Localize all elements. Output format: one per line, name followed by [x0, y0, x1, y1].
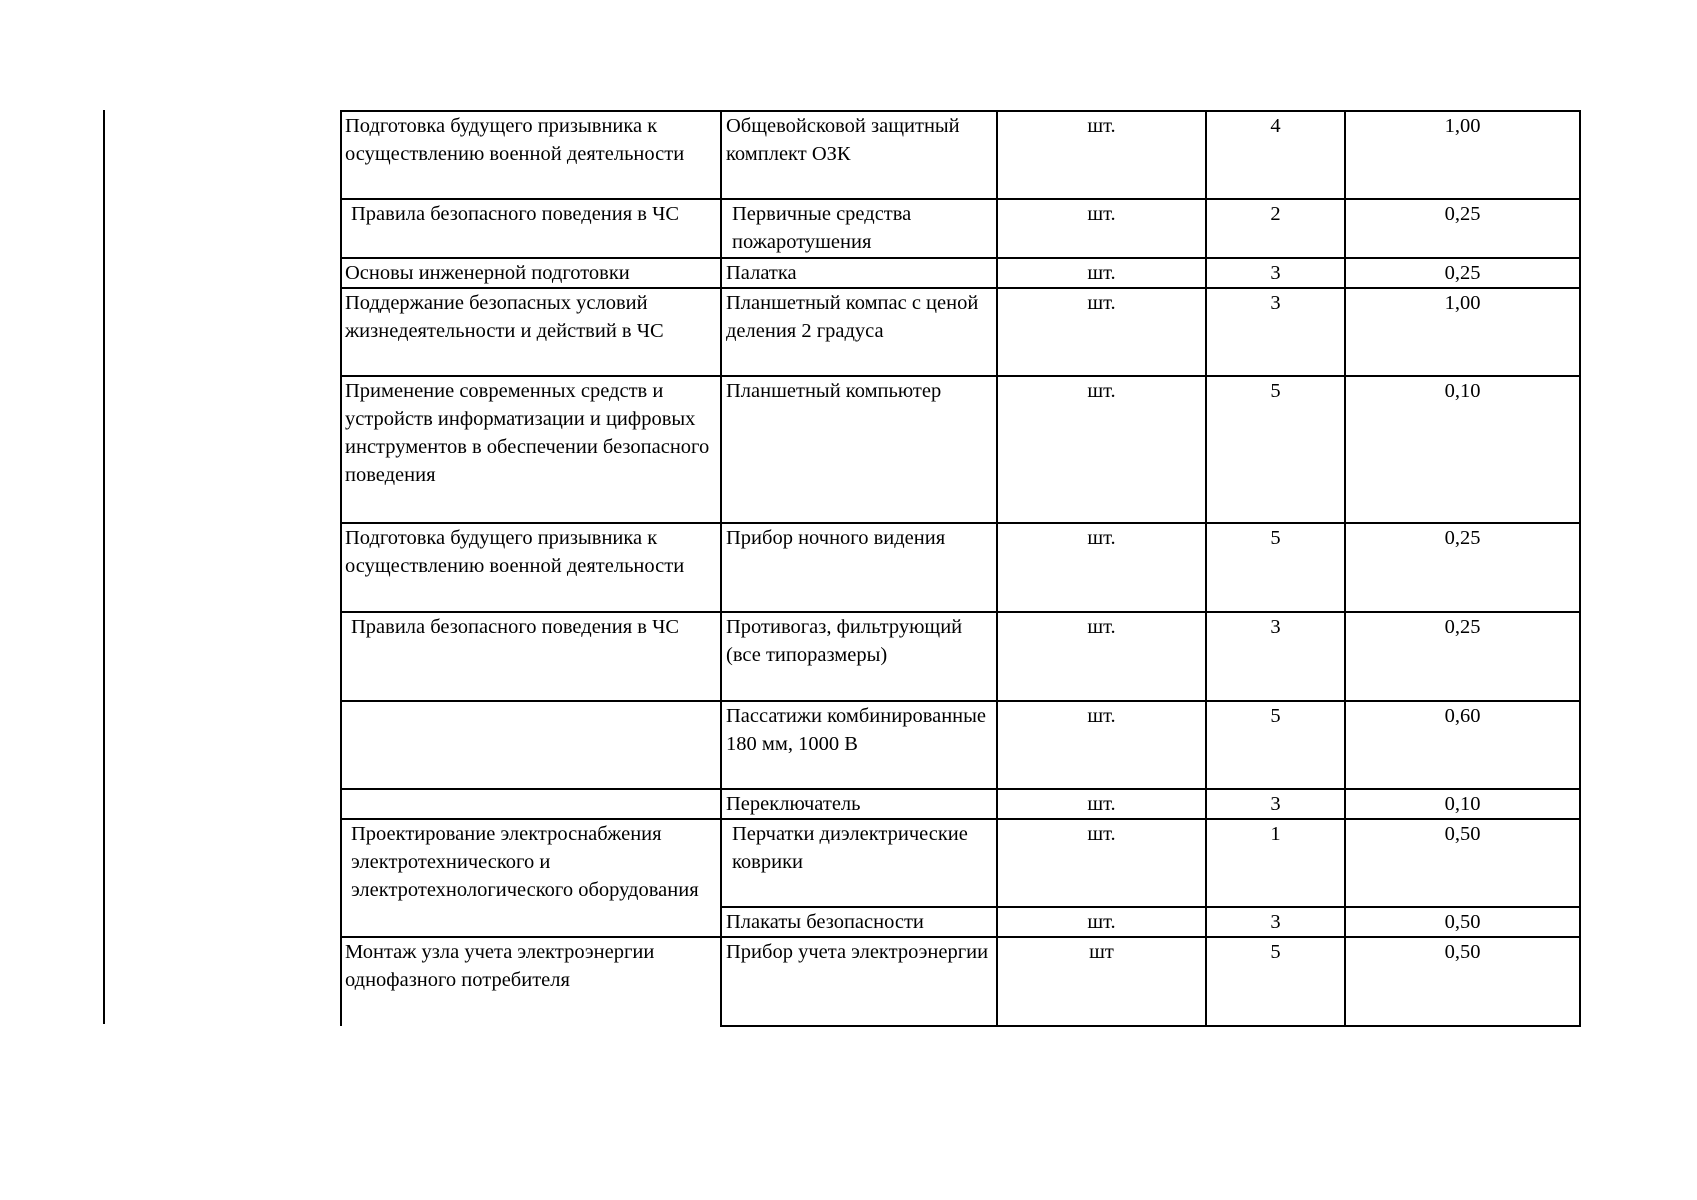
equipment-table — [340, 110, 1581, 1027]
table-row — [341, 288, 1580, 376]
item-cell: Переключатель — [721, 789, 997, 819]
item-text: Перчатки диэлектрические коврики — [732, 823, 968, 873]
qty-cell: 5 — [1206, 701, 1345, 789]
item-cell: Прибор учета электроэнергии — [721, 937, 997, 1026]
coef-cell: 0,25 — [1345, 258, 1580, 288]
qty-cell: 5 — [1206, 523, 1345, 612]
coef-cell: 1,00 — [1345, 288, 1580, 376]
topic-text: Правила безопасного поведения в ЧС — [351, 203, 680, 225]
item-cell — [721, 819, 997, 907]
table-row — [341, 111, 1580, 199]
coef-cell: 0,60 — [1345, 701, 1580, 789]
table-row — [341, 937, 1580, 1026]
qty-cell: 1 — [1206, 819, 1345, 907]
qty-cell: 4 — [1206, 111, 1345, 199]
item-cell: Плакаты безопасности — [721, 907, 997, 937]
topic-cell — [341, 819, 721, 937]
topic-cell: Подготовка будущего призывника к осуществлению военной деятельности — [341, 523, 721, 612]
unit-cell: шт. — [997, 376, 1206, 523]
qty-cell: 5 — [1206, 376, 1345, 523]
topic-cell: Монтаж узла учета электроэнергии однофазного потребителя — [341, 937, 721, 1026]
item-text: Первичные средства пожаротушения — [732, 203, 912, 253]
table-row — [341, 701, 1580, 789]
coef-cell: 0,50 — [1345, 907, 1580, 937]
qty-cell: 3 — [1206, 612, 1345, 701]
coef-cell: 0,25 — [1345, 612, 1580, 701]
qty-cell: 3 — [1206, 288, 1345, 376]
topic-cell — [341, 612, 721, 701]
topic-cell — [341, 789, 721, 819]
qty-cell: 3 — [1206, 258, 1345, 288]
item-cell: Противогаз, фильтрующий (все типоразмеры) — [721, 612, 997, 701]
table-row — [341, 819, 1580, 907]
qty-cell: 5 — [1206, 937, 1345, 1026]
unit-cell: шт — [997, 937, 1206, 1026]
unit-cell: шт. — [997, 819, 1206, 907]
coef-cell: 0,25 — [1345, 523, 1580, 612]
topic-cell: Подготовка будущего призывника к осуществлению военной деятельности — [341, 111, 721, 199]
table-row — [341, 376, 1580, 523]
table-row — [341, 523, 1580, 612]
topic-cell: Поддержание безопасных условий жизнедеятельности и действий в ЧС — [341, 288, 721, 376]
unit-cell: шт. — [997, 789, 1206, 819]
coef-cell: 1,00 — [1345, 111, 1580, 199]
unit-cell: шт. — [997, 612, 1206, 701]
item-cell — [721, 199, 997, 258]
qty-cell: 3 — [1206, 789, 1345, 819]
table-row — [341, 258, 1580, 288]
topic-cell — [341, 199, 721, 258]
table-row — [341, 789, 1580, 819]
page-margin-rule — [103, 110, 105, 1024]
table-row — [341, 612, 1580, 701]
unit-cell: шт. — [997, 199, 1206, 258]
topic-cell — [341, 701, 721, 789]
unit-cell: шт. — [997, 907, 1206, 937]
item-cell: Прибор ночного видения — [721, 523, 997, 612]
topic-cell: Основы инженерной подготовки — [341, 258, 721, 288]
qty-cell: 3 — [1206, 907, 1345, 937]
item-cell: Пассатижи комбинированные 180 мм, 1000 В — [721, 701, 997, 789]
coef-cell: 0,10 — [1345, 789, 1580, 819]
unit-cell: шт. — [997, 523, 1206, 612]
topic-text: Правила безопасного поведения в ЧС — [351, 616, 680, 638]
qty-cell: 2 — [1206, 199, 1345, 258]
coef-cell: 0,50 — [1345, 819, 1580, 907]
item-cell: Планшетный компас с ценой деления 2 градуса — [721, 288, 997, 376]
item-cell: Палатка — [721, 258, 997, 288]
unit-cell: шт. — [997, 288, 1206, 376]
unit-cell: шт. — [997, 701, 1206, 789]
unit-cell: шт. — [997, 111, 1206, 199]
item-cell: Общевойсковой защитный комплект ОЗК — [721, 111, 997, 199]
unit-cell: шт. — [997, 258, 1206, 288]
table-row — [341, 199, 1580, 258]
item-cell: Планшетный компьютер — [721, 376, 997, 523]
topic-cell: Применение современных средств и устройств информатизации и цифровых инструментов в обеспечении безопасного поведения — [341, 376, 721, 523]
coef-cell: 0,50 — [1345, 937, 1580, 1026]
coef-cell: 0,10 — [1345, 376, 1580, 523]
topic-text: Проектирование электроснабжения электротехнического и электротехнологического оборудования — [351, 823, 699, 901]
coef-cell: 0,25 — [1345, 199, 1580, 258]
